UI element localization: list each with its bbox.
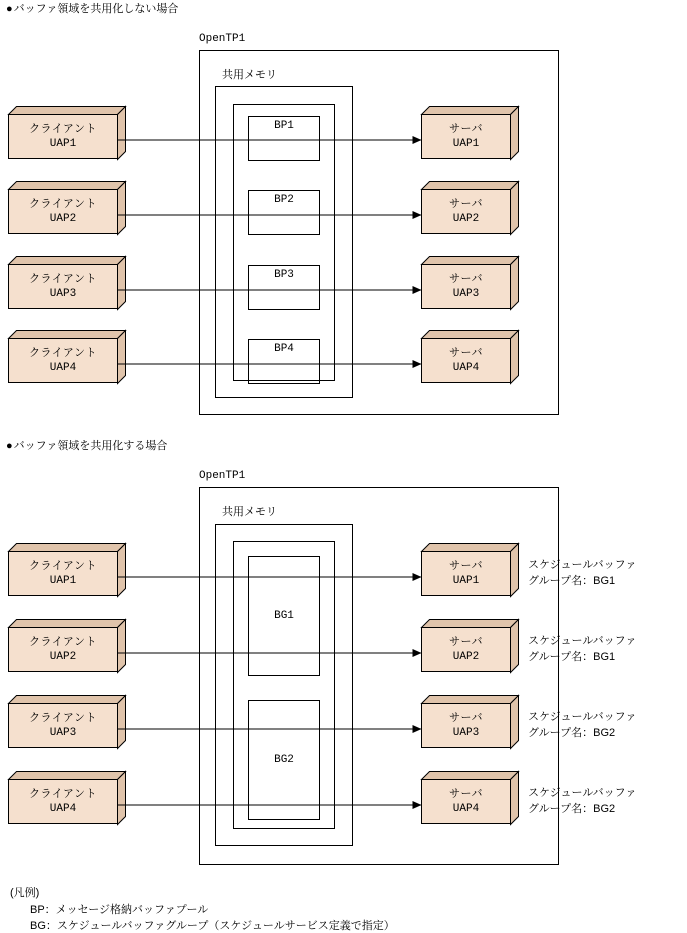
annotation-bg2-uap4 — [528, 785, 636, 817]
annotation-bg1-uap2-line1: スケジュールバッファ — [528, 635, 637, 647]
client2-uap2-face — [8, 627, 118, 672]
client-uap2-line1: クライアント — [29, 197, 97, 210]
buffer-label-bp2: BP2 — [274, 194, 294, 206]
server2-uap4-box — [421, 771, 519, 825]
buffer-label-bg2: BG2 — [274, 754, 294, 766]
annotation-bg2-uap4-line2: グループ名：BG2 — [528, 803, 616, 815]
client-uap4-line2: UAP4 — [49, 361, 77, 374]
section-1-bullet: ● — [6, 3, 13, 15]
client-uap3-line2: UAP3 — [49, 287, 77, 300]
client-uap4-face — [8, 338, 118, 383]
server2-uap4-line1: サーバ — [449, 787, 483, 800]
server2-uap1-box — [421, 543, 519, 597]
client2-uap4-line1: クライアント — [29, 787, 97, 800]
server-uap2-line2: UAP2 — [452, 212, 480, 225]
server-uap1-line1: サーバ — [449, 122, 483, 135]
buffer-box-bp4 — [248, 339, 320, 384]
server-uap4-box — [421, 330, 519, 384]
client-uap1-box — [8, 106, 126, 160]
client2-uap2-line1: クライアント — [29, 635, 97, 648]
server2-uap2-line1: サーバ — [449, 635, 483, 648]
client-uap3-box — [8, 256, 126, 310]
server-uap4-line1: サーバ — [449, 346, 483, 359]
client2-uap4-face — [8, 779, 118, 824]
client2-uap3-line1: クライアント — [29, 711, 97, 724]
client-uap3-face — [8, 264, 118, 309]
section-2-bullet: ● — [6, 440, 13, 452]
section-2-title-text: バッファ領域を共用化する場合 — [13, 440, 168, 452]
annotation-bg2-uap3 — [528, 709, 636, 741]
server2-uap4-line2: UAP4 — [452, 802, 480, 815]
server2-uap3-line1: サーバ — [449, 711, 483, 724]
section-1-title-text: バッファ領域を共用化しない場合 — [13, 3, 179, 15]
client-uap3-line1: クライアント — [29, 272, 97, 285]
server2-uap2-line2: UAP2 — [452, 650, 480, 663]
client2-uap2-line2: UAP2 — [49, 650, 77, 663]
client2-uap1-line2: UAP1 — [49, 574, 77, 587]
server2-uap3-face — [421, 703, 511, 748]
server-uap3-line2: UAP3 — [452, 287, 480, 300]
server-uap1-box — [421, 106, 519, 160]
client-uap4-line1: クライアント — [29, 346, 97, 359]
client2-uap2-box — [8, 619, 126, 673]
server-uap4-line2: UAP4 — [452, 361, 480, 374]
legend-line-bg: BG：スケジュールバッファグループ（スケジュールサービス定義で指定） — [30, 920, 395, 932]
legend-title: (凡例) — [10, 887, 40, 899]
server-uap3-line1: サーバ — [449, 272, 483, 285]
annotation-bg2-uap3-line2: グループ名：BG2 — [528, 727, 616, 739]
client-uap2-box — [8, 181, 126, 235]
client2-uap3-face — [8, 703, 118, 748]
buffer-label-bp4: BP4 — [274, 343, 294, 355]
client-uap2-face — [8, 189, 118, 234]
legend-line-bp: BP：メッセージ格納バッファプール — [30, 904, 209, 916]
client-uap1-face — [8, 114, 118, 159]
server-uap3-box — [421, 256, 519, 310]
server2-uap1-line1: サーバ — [449, 559, 483, 572]
server-uap1-line2: UAP1 — [452, 137, 480, 150]
buffer-box-bg1 — [248, 556, 320, 676]
server2-uap4-face — [421, 779, 511, 824]
client2-uap1-face — [8, 551, 118, 596]
buffer-box-bp2 — [248, 190, 320, 235]
section-1-memory-label: 共用メモリ — [222, 69, 277, 81]
annotation-bg1-uap1-line1: スケジュールバッファ — [528, 559, 637, 571]
buffer-box-bp1 — [248, 116, 320, 161]
server-uap3-face — [421, 264, 511, 309]
annotation-bg1-uap2 — [528, 633, 636, 665]
server2-uap2-face — [421, 627, 511, 672]
section-2-opentp1-label: OpenTP1 — [199, 470, 246, 482]
client-uap1-line2: UAP1 — [49, 137, 77, 150]
section-2-memory-label: 共用メモリ — [222, 506, 277, 518]
buffer-label-bp1: BP1 — [274, 120, 294, 132]
server-uap2-line1: サーバ — [449, 197, 483, 210]
server-uap1-face — [421, 114, 511, 159]
server2-uap1-face — [421, 551, 511, 596]
buffer-box-bg2 — [248, 700, 320, 820]
client2-uap4-box — [8, 771, 126, 825]
annotation-bg1-uap1 — [528, 557, 636, 589]
client2-uap3-box — [8, 695, 126, 749]
server2-uap3-line2: UAP3 — [452, 726, 480, 739]
client2-uap3-line2: UAP3 — [49, 726, 77, 739]
annotation-bg1-uap2-line2: グループ名：BG1 — [528, 651, 616, 663]
server-uap2-face — [421, 189, 511, 234]
client2-uap1-box — [8, 543, 126, 597]
client2-uap4-line2: UAP4 — [49, 802, 77, 815]
server-uap2-box — [421, 181, 519, 235]
client2-uap1-line1: クライアント — [29, 559, 97, 572]
section-1-opentp1-label: OpenTP1 — [199, 33, 246, 45]
buffer-box-bp3 — [248, 265, 320, 310]
server-uap4-face — [421, 338, 511, 383]
annotation-bg2-uap4-line1: スケジュールバッファ — [528, 787, 637, 799]
annotation-bg1-uap1-line2: グループ名：BG1 — [528, 575, 616, 587]
server2-uap3-box — [421, 695, 519, 749]
client-uap4-box — [8, 330, 126, 384]
section-2-title — [6, 439, 167, 453]
section-1-title — [6, 2, 178, 16]
client-uap2-line2: UAP2 — [49, 212, 77, 225]
annotation-bg2-uap3-line1: スケジュールバッファ — [528, 711, 637, 723]
buffer-label-bp3: BP3 — [274, 269, 294, 281]
server2-uap1-line2: UAP1 — [452, 574, 480, 587]
server2-uap2-box — [421, 619, 519, 673]
buffer-label-bg1: BG1 — [274, 610, 294, 622]
client-uap1-line1: クライアント — [29, 122, 97, 135]
